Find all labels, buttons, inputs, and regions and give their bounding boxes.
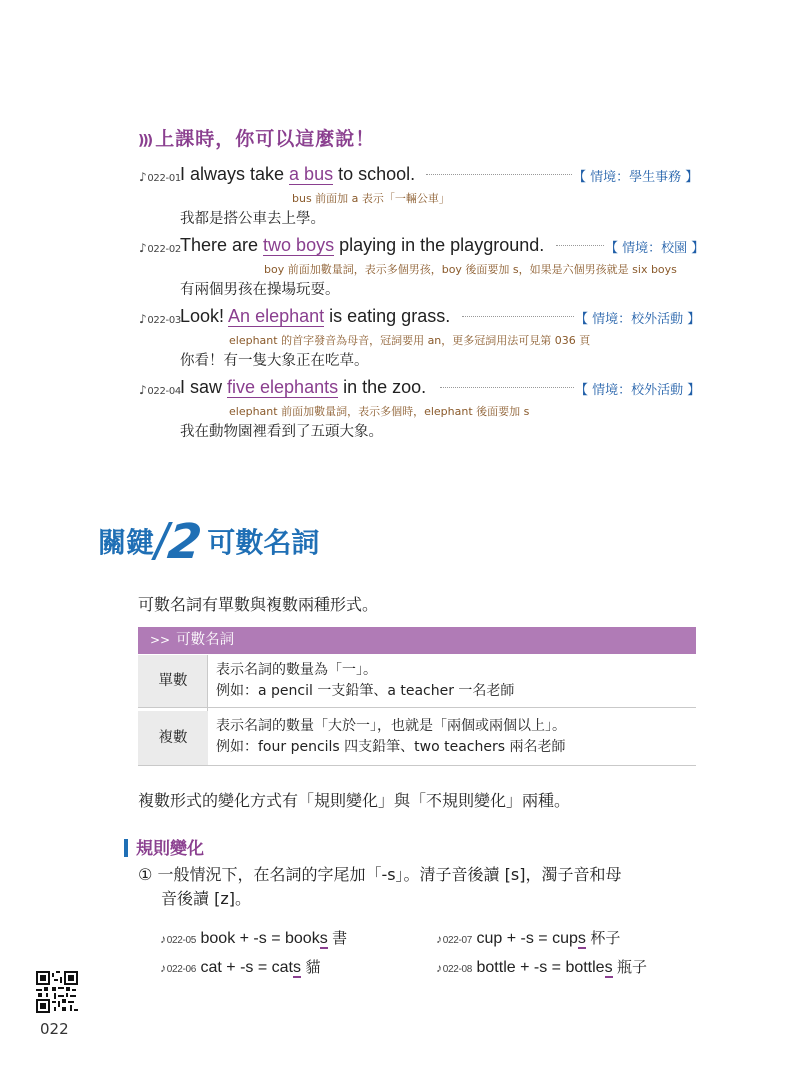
translation: 我都是搭公車去上學。 [180,211,325,227]
table-row [138,655,696,708]
dotted-leader [462,316,574,317]
plural-example: ♪022-07 cup + -s = cups 杯子 [436,929,621,947]
dotted-leader [556,245,604,246]
row-description: 表示名詞的數量為「一」。 例如：a pencil 一支鉛筆、a teacher 一名老師 [216,662,515,699]
music-note-icon: ♪ [436,961,442,975]
row-description: 表示名詞的數量「大於一」，也就是「兩個或兩個以上」。 例如：four pencils 四支鉛筆、two teachers 兩名老師 [216,718,566,755]
page-number: 022 [40,1020,69,1038]
music-note-icon: ♪ [139,312,147,326]
example-sentence: Look! An elephant is eating grass. [180,306,451,326]
circled-number: ① [138,865,153,884]
grammar-note: elephant 的首字發音為母音，冠詞要用 an，更多冠詞用法可見第 036 頁 [229,334,591,347]
grammar-note: boy 前面加數量詞，表示多個男孩，boy 後面要加 s，如果是六個男孩就是 six boys [264,263,677,276]
rule-line-1: ① 一般情況下，在名詞的字尾加「-s」。清子音後讀 [s]，濁子音和母 [138,865,622,884]
qr-code-icon[interactable] [36,971,78,1013]
music-note-icon: ♪ [160,932,166,946]
grammar-note: bus 前面加 a 表示「一輛公車」 [292,192,450,205]
translation: 我在動物園裡看到了五頭大象。 [180,424,383,440]
music-note-icon: ♪ [139,241,147,255]
music-note-icon: ♪ [160,961,166,975]
row-label: 單數 [138,655,208,707]
audio-track-tag[interactable]: ♪022-02 [139,241,181,255]
intro-paragraph: 可數名詞有單數與複數兩種形式。 [138,595,379,614]
dotted-leader [426,174,572,175]
plural-example: ♪022-06 cat + -s = cats 貓 [160,958,321,976]
plural-example: ♪022-05 book + -s = books 書 [160,929,348,947]
music-note-icon: ♪ [436,932,442,946]
key-prefix: 關鍵 [98,526,155,559]
audio-track-tag[interactable]: ♪022-01 [139,170,181,184]
section-heading-text: 上課時，你可以這麼說！ [155,128,376,150]
table-header: >> 可數名詞 [138,627,696,654]
plural-example: ♪022-08 bottle + -s = bottles 瓶子 [436,958,648,976]
example-sentence: There are two boys playing in the playground. [180,235,545,255]
after-table-paragraph: 複數形式的變化方式有「規則變化」與「不規則變化」兩種。 [138,791,571,810]
grammar-note: elephant 前面加數量詞，表示多個時，elephant 後面要加 s [229,405,530,418]
scene-tag: 【 情境：校外活動 】 [575,383,701,398]
heading-bar [124,839,128,857]
table-row [138,711,696,766]
music-note-icon: ♪ [139,170,147,184]
scene-tag: 【 情境：校園 】 [605,241,705,256]
double-chevron-icon: >> [150,633,171,647]
regular-change-heading: 規則變化 [124,834,204,859]
sound-waves-icon: ))) [138,133,152,149]
music-note-icon: ♪ [139,383,147,397]
example-sentence: I always take a bus to school. [180,164,416,184]
translation: 有兩個男孩在操場玩耍。 [180,282,340,298]
key-number: 2 [165,514,205,570]
scene-tag: 【 情境：校外活動 】 [575,312,701,327]
rule-line-2: 音後讀 [z]。 [161,889,251,908]
example-sentence: I saw five elephants in the zoo. [180,377,427,397]
key-title: 可數名詞 [207,526,320,559]
translation: 你看！有一隻大象正在吃草。 [180,353,369,369]
audio-track-tag[interactable]: ♪022-04 [139,383,181,397]
scene-tag: 【 情境：學生事務 】 [573,170,699,185]
dotted-leader [440,387,574,388]
row-label: 複數 [138,711,208,765]
section-heading [138,124,375,151]
audio-track-tag[interactable]: ♪022-03 [139,312,181,326]
key-heading [98,514,320,570]
